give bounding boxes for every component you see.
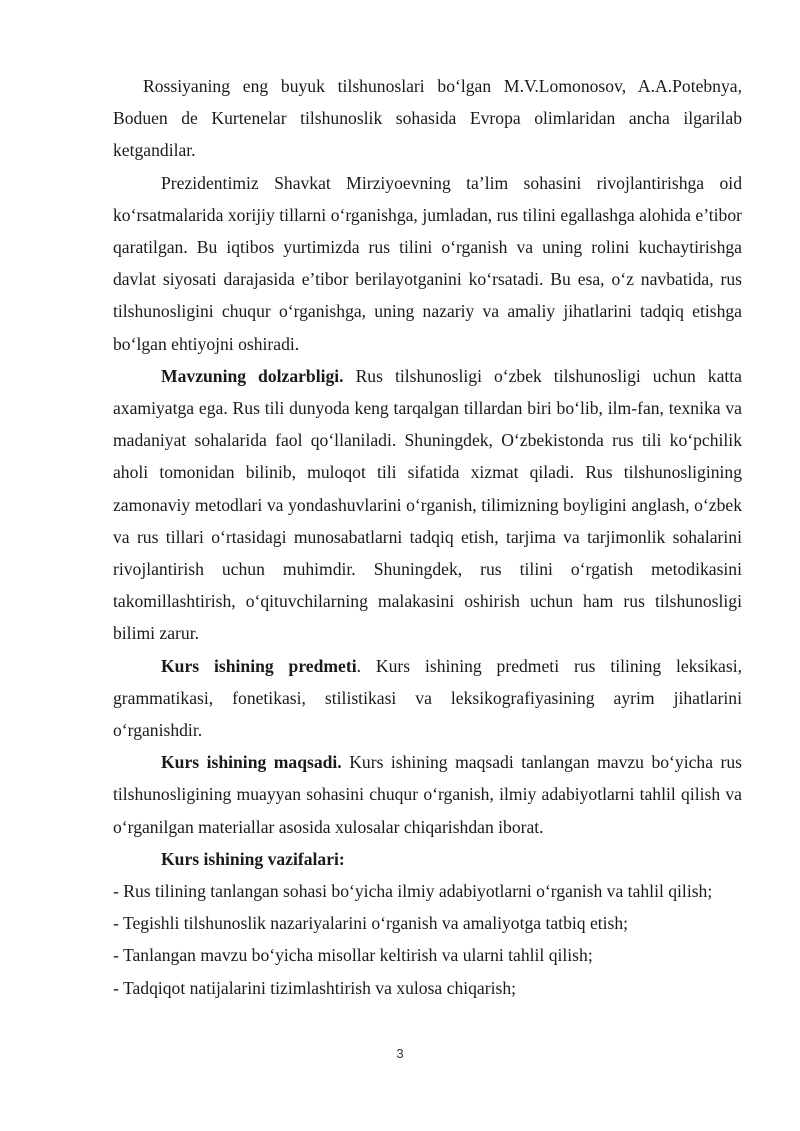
- document-body: [113, 70, 742, 1004]
- list-item: - Rus tilining tanlangan sohasi bo‘yicha ilmiy adabiyotlarni o‘rganish va tahlil qilish;: [113, 881, 713, 902]
- paragraph: [113, 746, 742, 843]
- paragraph: [113, 167, 742, 360]
- paragraph: [113, 360, 742, 650]
- paragraph-heading: Kurs ishining predmeti: [161, 655, 357, 676]
- paragraph-heading: Mavzuning dolzarbligi.: [161, 365, 344, 386]
- paragraph-text: Prezidentimiz Shavkat Mirziyoevning ta’lim sohasini rivojlantirishga oid ko‘rsatmalarida xorijiy tillarni o‘rganishga, jumladan, rus tilini egallashga alohida e’tibor qaratilgan. Bu iqtibos yurtimizda rus tilini o‘rganish va uning rolini kuchaytirishga davlat siyosati darajasida e’tibor berilayotganini ko‘rsatadi. Bu esa, o‘z navbatida, rus tilshunosligini chuqur o‘rganishga, uning nazariy va amaliy jihatlarini tadqiq etishga bo‘lgan ehtiyojni oshiradi.: [113, 172, 742, 354]
- paragraph: [113, 843, 742, 875]
- section-heading: Kurs ishining vazifalari:: [161, 848, 345, 869]
- list-item: - Tadqiqot natijalarini tizimlashtirish va xulosa chiqarish;: [113, 977, 517, 998]
- list-item: - Tegishli tilshunoslik nazariyalarini o‘rganish va amaliyotga tatbiq etish;: [113, 913, 629, 934]
- paragraph-text: Rus tilshunosligi o‘zbek tilshunosligi uchun katta axamiyatga ega. Rus tili dunyoda keng tarqalgan tillardan biri bo‘lib, ilm-fan, texnika va madaniyat sohalarida faol qo‘llaniladi. Shuningdek, O‘zbekistonda rus tili ko‘pchilik aholi tomonidan bilinib, muloqot tili sifatida xizmat qiladi. Rus tilshunosligining zamonaviy metodlari va yondashuvlarini o‘rganish, tilimizning boyligini anglash, o‘zbek va rus tillari o‘rtasidagi munosabatlarni tadqiq etish, tarjima va tarjimonlik sohalarini rivojlantirish uchun muhimdir. Shuningdek, rus tilini o‘rgatish metodikasini takomillashtirish, o‘qituvchilarning malakasini oshirish uchun ham rus tilshunosligi bilimi zarur.: [113, 365, 742, 644]
- paragraph: [113, 650, 742, 747]
- page-number: 3: [396, 1046, 404, 1061]
- list-item: - Tanlangan mavzu bo‘yicha misollar keltirish va ularni tahlil qilish;: [113, 945, 593, 966]
- paragraph: [113, 70, 742, 167]
- paragraph-text: Kurs ishining maqsadi tanlangan mavzu bo‘yicha rus tilshunosligining muayyan sohasini chuqur o‘rganish, ilmiy adabiyotlarni tahlil qilish va o‘rganilgan materiallar asosida xulosalar chiqarishdan iborat.: [113, 752, 742, 837]
- paragraph-heading: Kurs ishining maqsadi.: [161, 752, 342, 773]
- paragraph-text: Rossiyaning eng buyuk tilshunoslari bo‘lgan M.V.Lomonosov, A.A.Potebnya, Boduen de Kurtenelar tilshunoslik sohasida Evropa olimlaridan ancha ilgarilab ketgandilar.: [113, 76, 742, 161]
- paragraph-text: . Kurs ishining predmeti rus tilining leksikasi, grammatikasi, fonetikasi, stilistikasi va leksikografiyasining ayrim jihatlarini o‘rganishdir.: [113, 655, 743, 741]
